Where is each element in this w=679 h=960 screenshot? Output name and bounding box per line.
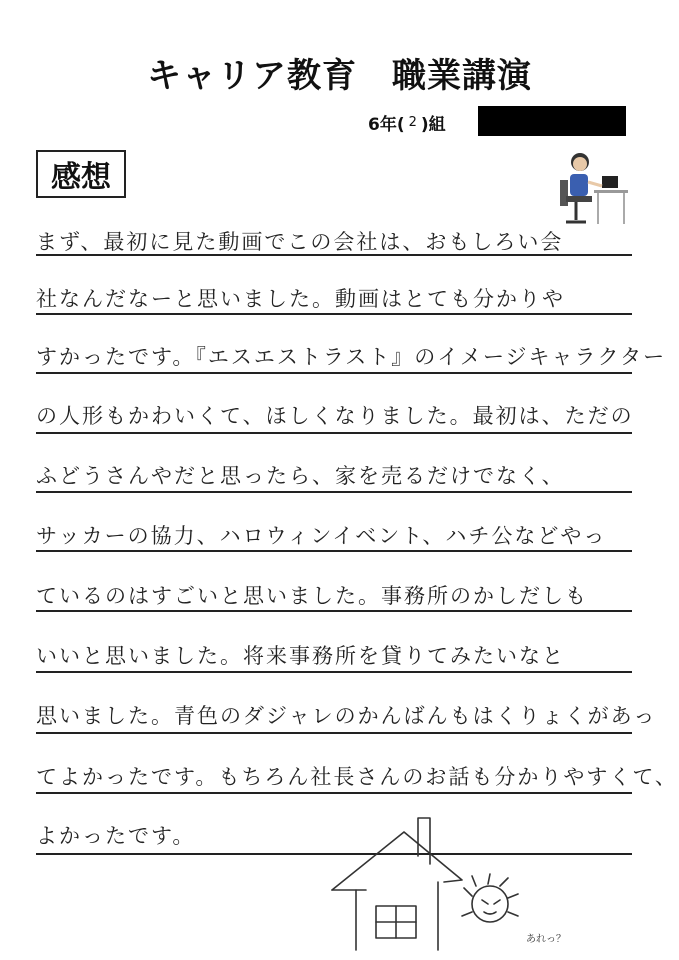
- essay-line: 社なんだなーと思いました。動画はとても分かりや: [36, 287, 565, 311]
- ruled-line: [36, 610, 632, 612]
- essay-line: サッカーの協力、ハロウィンイベント、ハチ公などやっ: [36, 524, 607, 548]
- essay-line: の人形もかわいくて、ほしくなりました。最初は、ただの: [36, 404, 634, 428]
- ruled-line: [36, 792, 632, 794]
- ruled-line: [36, 313, 632, 315]
- essay-line: ているのはすごいと思いました。事務所のかしだしも: [36, 584, 588, 608]
- ruled-line: [36, 372, 632, 374]
- ruled-line: [36, 550, 632, 552]
- section-label: 感想: [36, 150, 126, 198]
- ruled-line: [36, 732, 632, 734]
- ruled-line: [36, 254, 632, 256]
- ruled-line: [36, 432, 632, 434]
- ruled-line: [36, 671, 632, 673]
- page-title: キャリア教育 職業講演: [147, 56, 532, 96]
- ruled-line: [36, 491, 632, 493]
- essay-line: すかったです。『エスエストラスト』のイメージキャラクター: [36, 345, 667, 369]
- house-doodle-icon: [326, 812, 586, 952]
- class-number: 2: [408, 115, 417, 130]
- grade-label: 6年(: [368, 115, 405, 135]
- essay-line: てよかったです。もちろん社長さんのお話も分かりやすくて、: [36, 765, 678, 789]
- essay-line: よかったです。: [36, 824, 196, 848]
- essay-line: いいと思いました。将来事務所を貸りてみたいなと: [36, 644, 565, 668]
- class-suffix: )組: [420, 115, 446, 135]
- essay-line: ふどうさんやだと思ったら、家を売るだけでなく、: [36, 464, 565, 488]
- doodle-note: あれっ？: [526, 934, 566, 945]
- essay-line: 思いました。青色のダジャレのかんばんもはくりょくがあっ: [36, 704, 657, 728]
- essay-line: まず、最初に見た動画でこの会社は、おもしろい会: [36, 230, 564, 254]
